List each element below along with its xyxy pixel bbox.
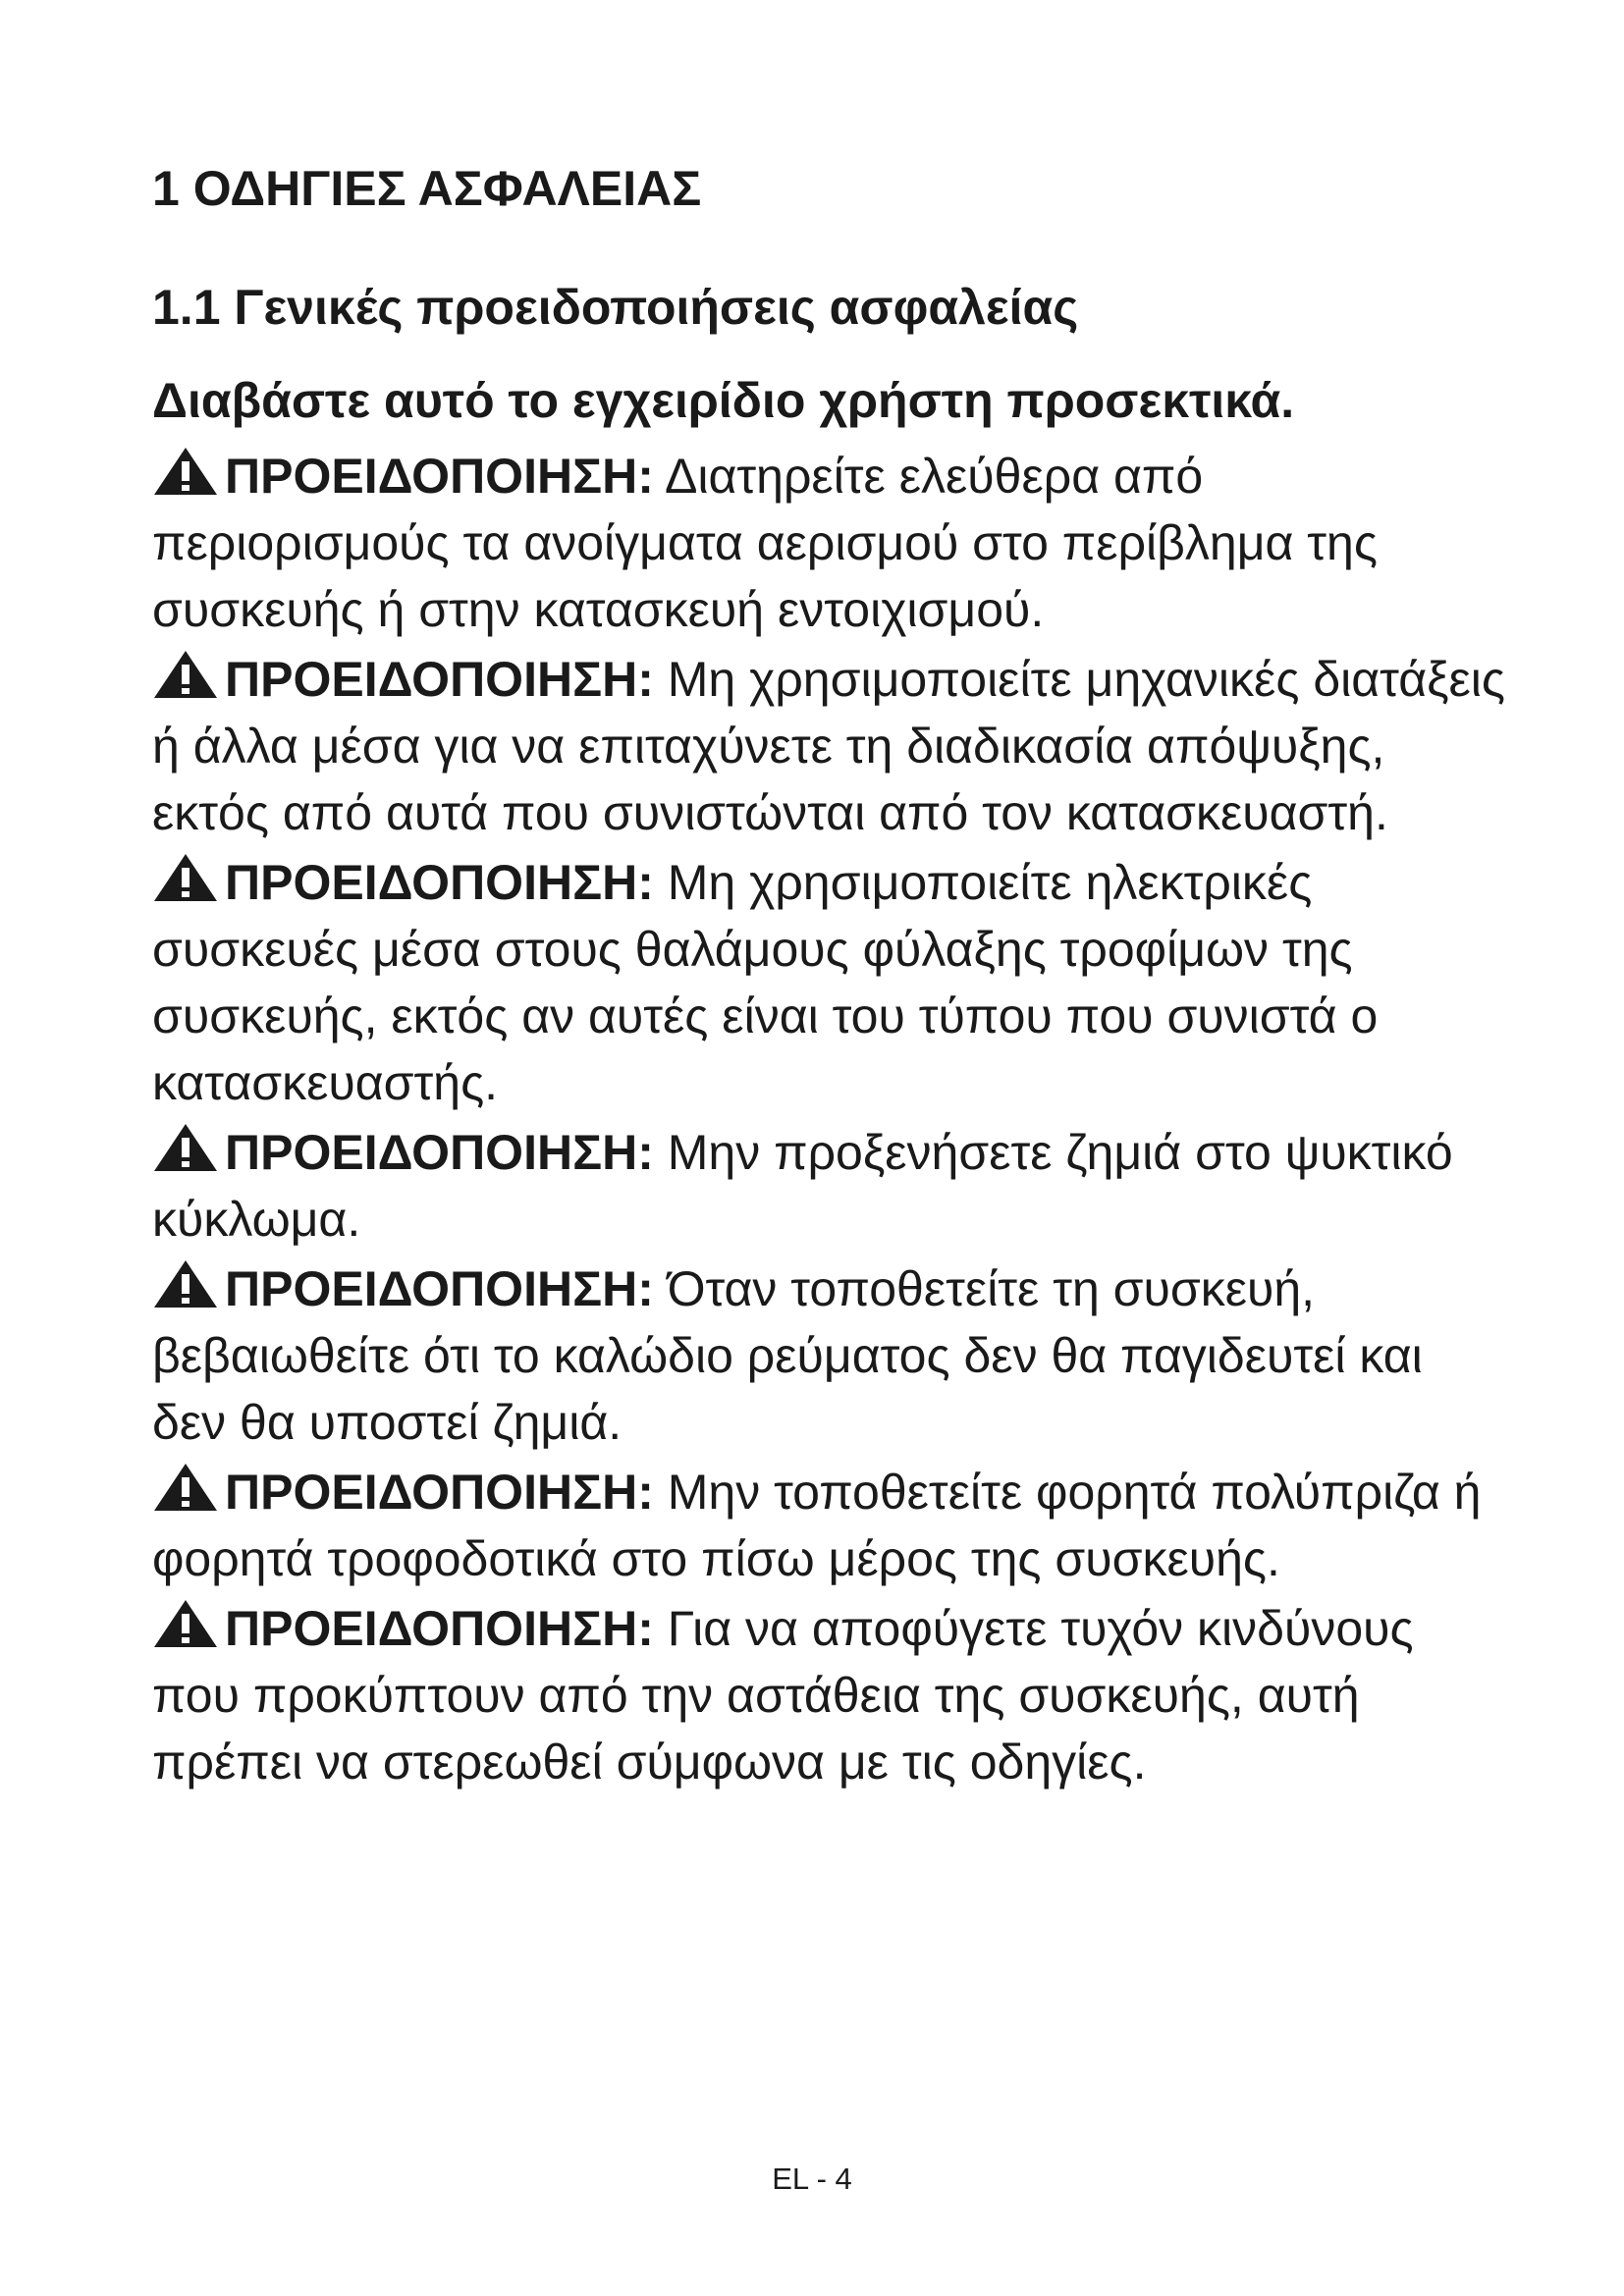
warning-text: Όταν τοποθετείτε τη συσκευή, βεβαιωθείτε ότι το καλώδιο ρεύματος δεν θα παγιδευτεί και δεν θα υποστεί ζημιά. [152, 1261, 1423, 1450]
warning-label: ΠΡΟΕΙΔΟΠΟΙΗΣΗ: [225, 1125, 654, 1180]
warning-triangle-icon [152, 1258, 219, 1309]
warning-label: ΠΡΟΕΙΔΟΠΟΙΗΣΗ: [225, 855, 654, 910]
warning-triangle-icon [152, 446, 219, 497]
warning-text: Μην τοποθετείτε φορητά πολύπριζα ή φορητά τροφοδοτικά στο πίσω μέρος της συσκευής. [152, 1465, 1482, 1586]
warning-item [152, 849, 1507, 1116]
section-subtitle: 1.1 Γενικές προειδοποιήσεις ασφαλείας [152, 280, 1079, 335]
warning-item [152, 1255, 1507, 1456]
warning-text: Μη χρησιμοποιείτε ηλεκτρικές συσκευές μέσα στους θαλάμους φύλαξης τροφίμων της συσκευής, εκτός αν αυτές είναι του τύπου που συνιστά ο κατασκευαστής. [152, 855, 1379, 1110]
warning-triangle-icon [152, 852, 219, 903]
warning-text: Διατηρείτε ελεύθερα από περιορισμούς τα ανοίγματα αερισμού στο περίβλημα της συσκευής ή στην κατασκευή εντοιχισμού. [152, 449, 1378, 637]
warning-label: ΠΡΟΕΙΔΟΠΟΙΗΣΗ: [225, 652, 654, 707]
warning-triangle-icon [152, 649, 219, 700]
intro-text: Διαβάστε αυτό το εγχειρίδιο χρήστη προσεκτικά. [152, 373, 1295, 428]
warning-triangle-icon [152, 1598, 219, 1649]
warning-item [152, 1119, 1507, 1253]
page-number: EL - 4 [772, 2162, 852, 2196]
warning-label: ΠΡΟΕΙΔΟΠΟΙΗΣΗ: [225, 1601, 654, 1656]
warning-item [152, 443, 1507, 643]
warning-label: ΠΡΟΕΙΔΟΠΟΙΗΣΗ: [225, 1465, 654, 1520]
warning-item [152, 1595, 1507, 1795]
warning-triangle-icon [152, 1122, 219, 1173]
warning-text: Μην προξενήσετε ζημιά στο ψυκτικό κύκλωμα. [152, 1125, 1453, 1247]
warning-label: ΠΡΟΕΙΔΟΠΟΙΗΣΗ: [225, 1261, 654, 1316]
document-page [152, 157, 1507, 1798]
warning-text: Για να αποφύγετε τυχόν κινδύνους που προκύπτουν από την αστάθεια της συσκευής, αυτή πρέπει να στερεωθεί σύμφωνα με τις οδηγίες. [152, 1601, 1414, 1789]
warning-label: ΠΡΟΕΙΔΟΠΟΙΗΣΗ: [225, 449, 654, 504]
warning-item [152, 1459, 1507, 1592]
warning-text: Μη χρησιμοποιείτε μηχανικές διατάξεις ή άλλα μέσα για να επιταχύνετε τη διαδικασία απόψυξης, εκτός από αυτά που συνιστώνται από τον κατασκευαστή. [152, 652, 1505, 840]
warning-item [152, 646, 1507, 846]
section-title: 1 ΟΔΗΓΙΕΣ ΑΣΦΑΛΕΙΑΣ [152, 161, 702, 216]
warning-triangle-icon [152, 1462, 219, 1513]
